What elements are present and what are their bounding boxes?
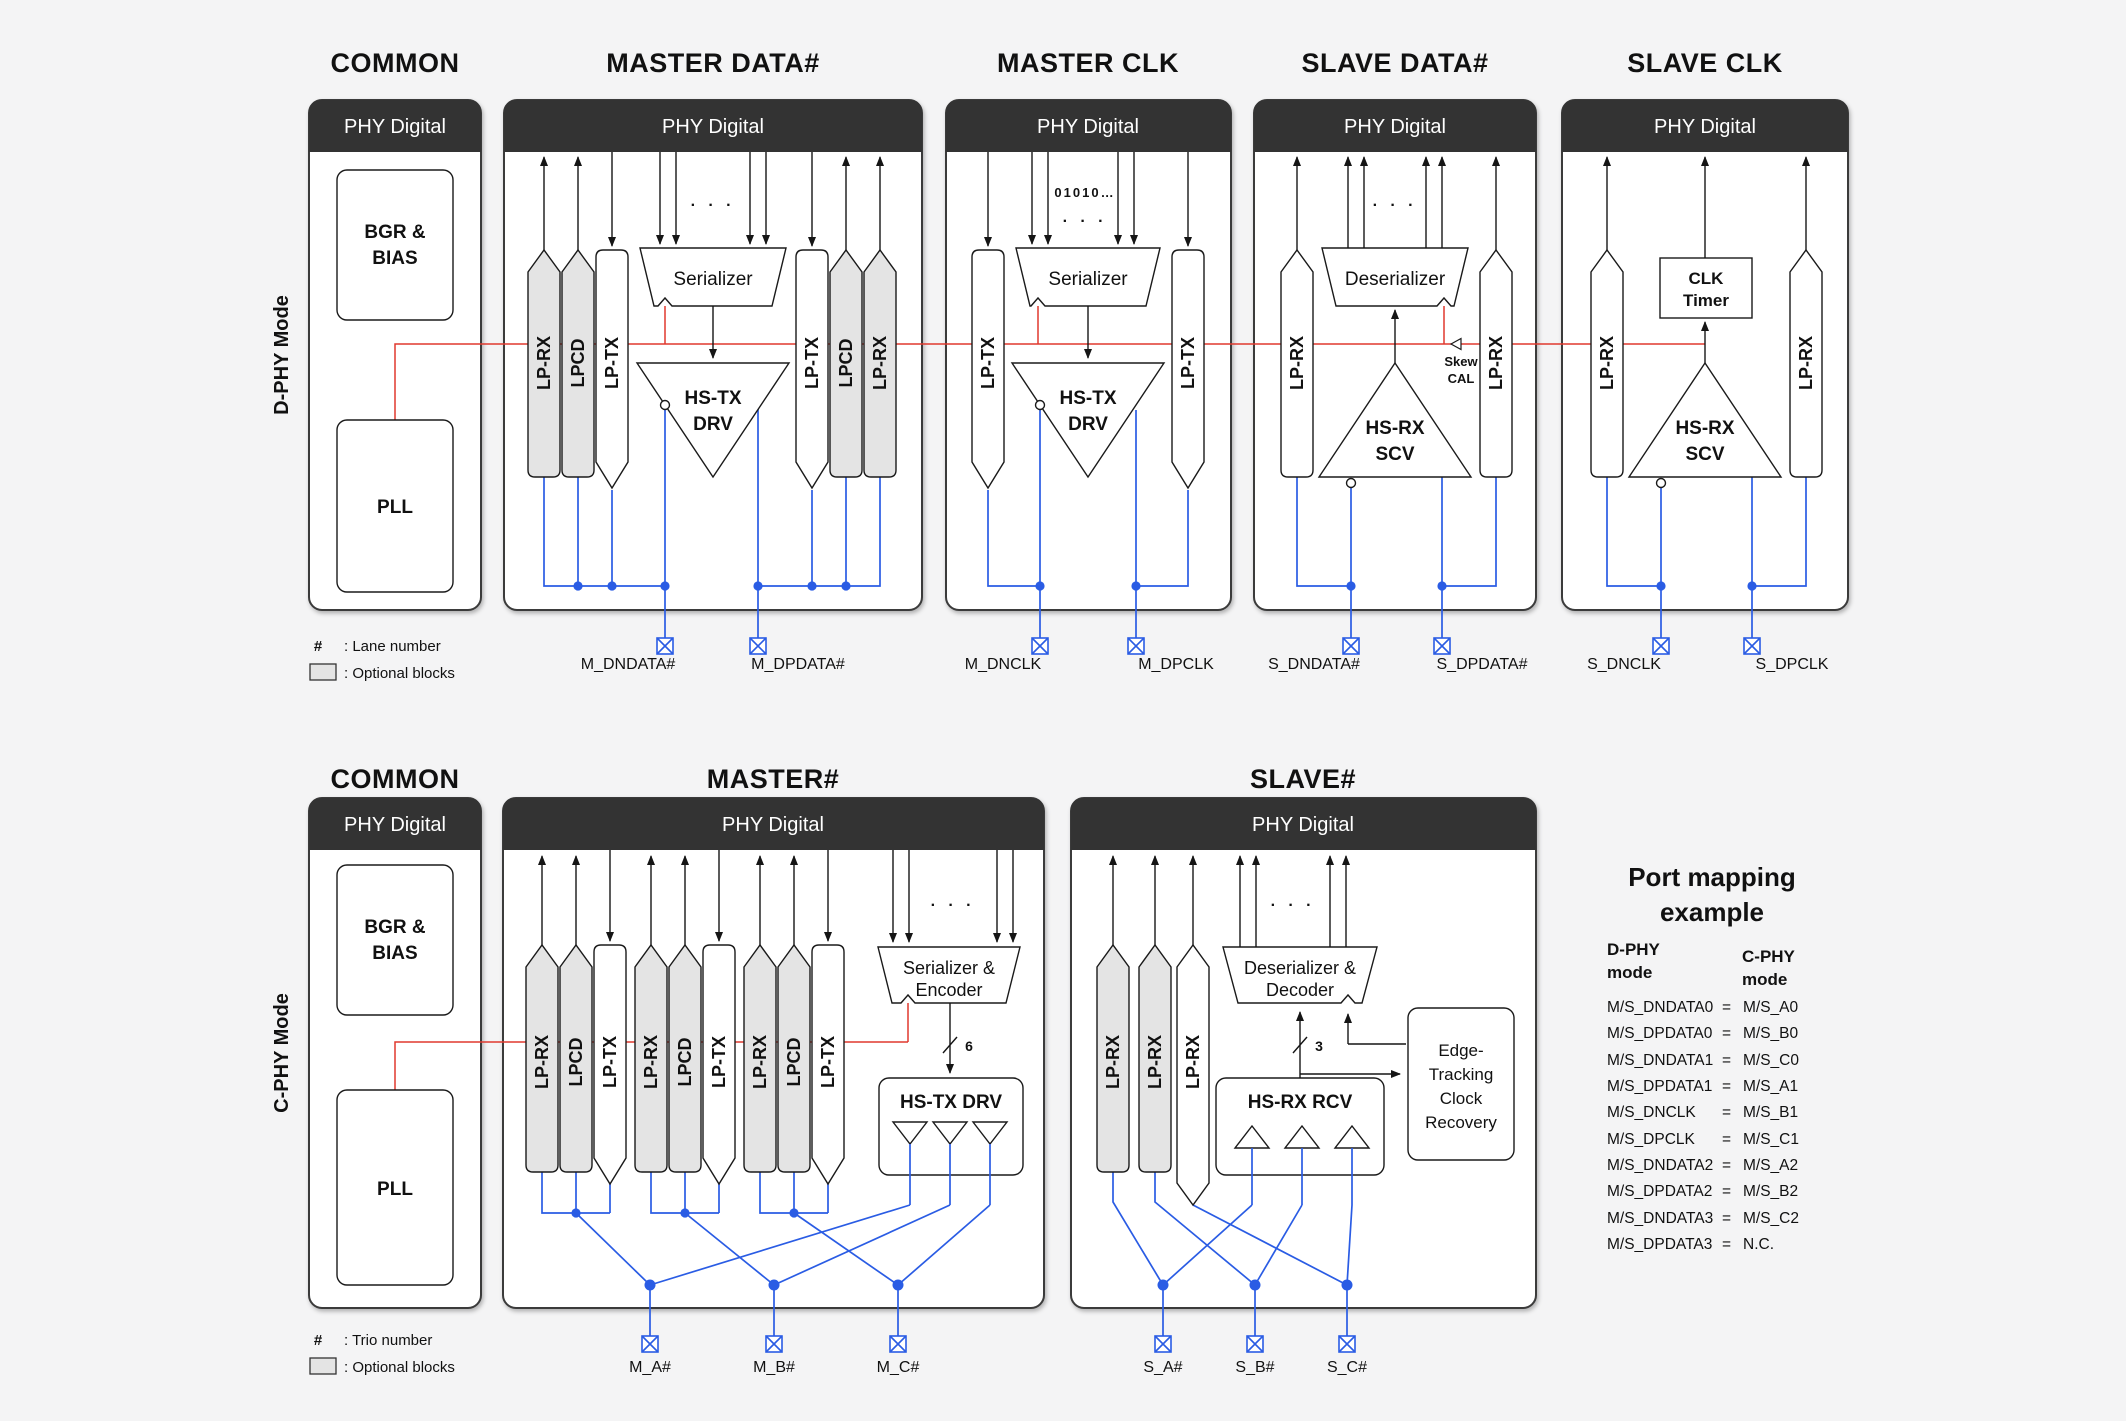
- svg-text:=: =: [1722, 1157, 1732, 1174]
- clk-timer-label: Timer: [1683, 291, 1729, 310]
- header-label: PHY Digital: [344, 814, 446, 836]
- pad-m-a: [642, 1336, 658, 1352]
- pill-label: LPCD: [568, 338, 588, 388]
- pill-label: LP-TX: [978, 337, 998, 389]
- column-title-common-cphy: COMMON: [330, 764, 460, 794]
- legend-trio-number: : Trio number: [344, 1332, 433, 1349]
- pad-m-dndata: [657, 638, 673, 654]
- column-title-slave-data: SLAVE DATA#: [1301, 48, 1489, 78]
- column-title-slave-cphy: SLAVE#: [1249, 764, 1357, 794]
- pill-label: LP-TX: [600, 1036, 620, 1088]
- port-label-m-dndata: M_DNDATA#: [580, 656, 676, 673]
- svg-text:M/S_DNDATA2: M/S_DNDATA2: [1607, 1157, 1714, 1174]
- svg-text:=: =: [1722, 1052, 1732, 1069]
- header-label: PHY Digital: [722, 814, 824, 836]
- port-label-m-dpdata: M_DPDATA#: [751, 656, 845, 673]
- pll-label: PLL: [377, 497, 413, 518]
- ellipsis: · · ·: [1372, 197, 1418, 214]
- svg-text:=: =: [1722, 1183, 1732, 1200]
- serializer-encoder-label: Serializer &: [902, 958, 996, 978]
- ellipsis: · · ·: [930, 897, 976, 914]
- svg-text:=: =: [1722, 1078, 1732, 1095]
- ellipsis: · · ·: [690, 197, 736, 214]
- pill-label: LP-RX: [532, 1035, 552, 1089]
- edge-tracking-label: Edge-: [1438, 1041, 1484, 1060]
- pll-label: PLL: [377, 1179, 413, 1200]
- port-label-m-dpclk: M_DPCLK: [1138, 656, 1214, 673]
- serializer-label: Serializer: [673, 269, 753, 290]
- inverter-bubble: [1657, 479, 1666, 488]
- column-title-master-cphy: MASTER#: [706, 764, 840, 794]
- port-mapping-rows: [1607, 999, 1799, 1253]
- legend-hash: #: [313, 1332, 323, 1349]
- pad-s-b: [1247, 1336, 1263, 1352]
- deserializer-decoder-label: Decoder: [1265, 980, 1335, 1000]
- port-label-m-c: M_C#: [876, 1359, 920, 1376]
- header-label: PHY Digital: [1252, 814, 1354, 836]
- svg-text:=: =: [1722, 1104, 1732, 1121]
- serializer-encoder-label: Encoder: [915, 980, 983, 1000]
- bgr-bias-label: BIAS: [372, 248, 418, 269]
- port-label-s-a: S_A#: [1143, 1359, 1183, 1376]
- hs-rx-scv-label: HS-RX: [1365, 418, 1425, 439]
- inverter-bubble: [661, 401, 670, 410]
- pill-label: LP-TX: [709, 1036, 729, 1088]
- pad-m-dpclk: [1128, 638, 1144, 654]
- hs-tx-drv-label: HS-TX: [1059, 388, 1117, 409]
- hs-rx-scv-label: SCV: [1375, 444, 1415, 465]
- edge-tracking-label: Recovery: [1425, 1113, 1497, 1132]
- svg-text:M/S_A1: M/S_A1: [1743, 1078, 1799, 1095]
- pad-m-b: [766, 1336, 782, 1352]
- hs-rx-scv-label: SCV: [1685, 444, 1725, 465]
- pill-label: LP-TX: [1178, 337, 1198, 389]
- port-mapping-title: Port mapping: [1628, 862, 1796, 892]
- ellipsis: · · ·: [1270, 897, 1316, 914]
- inverter-bubble: [1347, 479, 1356, 488]
- bgr-bias-label: BGR &: [364, 917, 426, 938]
- pill-label: LP-TX: [818, 1036, 838, 1088]
- svg-text:=: =: [1722, 1236, 1732, 1253]
- skew-cal-label: Skew: [1444, 354, 1478, 369]
- pad-s-dndata: [1343, 638, 1359, 654]
- pill-label: LP-RX: [1103, 1035, 1123, 1089]
- port-label-s-dndata: S_DNDATA#: [1268, 656, 1360, 673]
- port-label-m-b: M_B#: [753, 1359, 795, 1376]
- port-label-s-b: S_B#: [1235, 1359, 1275, 1376]
- svg-text:M/S_B0: M/S_B0: [1743, 1025, 1799, 1042]
- port-label-s-dpclk: S_DPCLK: [1755, 656, 1829, 673]
- svg-text:M/S_B1: M/S_B1: [1743, 1104, 1799, 1121]
- skew-cal-label: CAL: [1447, 371, 1475, 386]
- legend-optional-blocks: : Optional blocks: [344, 1359, 455, 1376]
- pad-s-c: [1339, 1336, 1355, 1352]
- legend-optional-blocks: : Optional blocks: [344, 665, 455, 682]
- pill-label: LPCD: [836, 338, 856, 388]
- svg-text:=: =: [1722, 1131, 1732, 1148]
- inverter-bubble: [1036, 401, 1045, 410]
- port-label-s-dnclk: S_DNCLK: [1587, 656, 1661, 673]
- pill-label: LPCD: [784, 1037, 804, 1087]
- column-title-common: COMMON: [330, 48, 460, 78]
- svg-text:M/S_C1: M/S_C1: [1743, 1131, 1799, 1148]
- pad-s-dpdata: [1434, 638, 1450, 654]
- pad-s-a: [1155, 1336, 1171, 1352]
- hs-tx-drv-label: HS-TX: [684, 388, 742, 409]
- header-label: PHY Digital: [1037, 116, 1139, 138]
- bus-width-3: 3: [1315, 1038, 1323, 1054]
- legend-optional-swatch: [310, 664, 336, 680]
- pill-label: LPCD: [675, 1037, 695, 1087]
- pad-s-dpclk: [1744, 638, 1760, 654]
- mode-label-cphy: C-PHY Mode: [271, 993, 293, 1113]
- pill-label: LP-TX: [802, 337, 822, 389]
- hs-rx-rcv-box-label: HS-RX RCV: [1247, 1092, 1353, 1113]
- bitstream-label: 01010…: [1054, 185, 1116, 200]
- header-label: PHY Digital: [344, 116, 446, 138]
- pill-label: LP-RX: [1597, 336, 1617, 390]
- svg-text:M/S_DNDATA0: M/S_DNDATA0: [1607, 999, 1714, 1016]
- pill-label: LP-RX: [641, 1035, 661, 1089]
- port-mapping-col1-header: D-PHY: [1607, 940, 1660, 959]
- hs-rx-scv-label: HS-RX: [1675, 418, 1735, 439]
- bgr-bias-box-cphy: [337, 865, 453, 1015]
- svg-text:M/S_DPCLK: M/S_DPCLK: [1607, 1131, 1695, 1148]
- pad-m-dnclk: [1032, 638, 1048, 654]
- pad-s-dnclk: [1653, 638, 1669, 654]
- clk-timer-label: CLK: [1688, 269, 1724, 288]
- svg-text:M/S_DPDATA3: M/S_DPDATA3: [1607, 1236, 1713, 1253]
- hs-tx-drv-box-label: HS-TX DRV: [899, 1092, 1003, 1113]
- port-label-m-dnclk: M_DNCLK: [964, 656, 1042, 673]
- port-label-s-dpdata: S_DPDATA#: [1436, 656, 1528, 673]
- port-mapping-col2-header: mode: [1742, 970, 1788, 989]
- pill-label: LP-RX: [1486, 336, 1506, 390]
- legend-lane-number: : Lane number: [344, 638, 441, 655]
- pill-label: LP-RX: [1145, 1035, 1165, 1089]
- svg-text:M/S_DNDATA1: M/S_DNDATA1: [1607, 1052, 1714, 1069]
- svg-text:M/S_DPDATA0: M/S_DPDATA0: [1607, 1025, 1713, 1042]
- svg-text:M/S_C0: M/S_C0: [1743, 1052, 1799, 1069]
- pad-m-dpdata: [750, 638, 766, 654]
- ellipsis: · · ·: [1062, 213, 1108, 230]
- bgr-bias-label: BGR &: [364, 222, 426, 243]
- svg-text:M/S_B2: M/S_B2: [1743, 1183, 1799, 1200]
- pill-label: LP-RX: [1287, 336, 1307, 390]
- edge-tracking-label: Tracking: [1428, 1065, 1494, 1084]
- pill-label: LP-RX: [1183, 1035, 1203, 1089]
- pad-m-c: [890, 1336, 906, 1352]
- edge-tracking-label: Clock: [1439, 1089, 1483, 1108]
- pill-label: LP-RX: [534, 336, 554, 390]
- svg-text:M/S_A2: M/S_A2: [1743, 1157, 1799, 1174]
- legend-hash: #: [313, 638, 323, 655]
- deserializer-decoder-label: Deserializer &: [1243, 958, 1357, 978]
- header-label: PHY Digital: [1654, 116, 1756, 138]
- deserializer-label: Deserializer: [1344, 269, 1446, 290]
- hs-tx-drv-label: DRV: [1068, 414, 1108, 435]
- pill-label: LP-RX: [870, 336, 890, 390]
- column-title-master-data: MASTER DATA#: [606, 48, 820, 78]
- svg-text:M/S_C2: M/S_C2: [1743, 1210, 1799, 1227]
- mode-label-dphy: D-PHY Mode: [271, 295, 293, 415]
- svg-text:M/S_DPDATA1: M/S_DPDATA1: [1607, 1078, 1713, 1095]
- pill-label: LPCD: [566, 1037, 586, 1087]
- svg-text:M/S_DNCLK: M/S_DNCLK: [1607, 1104, 1696, 1121]
- port-mapping-col2-header: C-PHY: [1742, 947, 1795, 966]
- port-mapping-table: [1607, 862, 1799, 1253]
- edge-tracking-box: [1408, 1008, 1514, 1160]
- bus-width-6: 6: [965, 1038, 973, 1054]
- svg-text:=: =: [1722, 1025, 1732, 1042]
- svg-text:=: =: [1722, 999, 1732, 1016]
- svg-text:M/S_DNDATA3: M/S_DNDATA3: [1607, 1210, 1714, 1227]
- pill-label: LP-TX: [602, 337, 622, 389]
- pill-label: LP-RX: [750, 1035, 770, 1089]
- svg-text:N.C.: N.C.: [1743, 1236, 1774, 1253]
- serializer-label: Serializer: [1048, 269, 1128, 290]
- column-title-slave-clk: SLAVE CLK: [1627, 48, 1783, 78]
- port-mapping-col1-header: mode: [1607, 963, 1653, 982]
- pill-label: LP-RX: [1796, 336, 1816, 390]
- port-label-m-a: M_A#: [629, 1359, 671, 1376]
- hs-tx-drv-label: DRV: [693, 414, 733, 435]
- header-label: PHY Digital: [1344, 116, 1446, 138]
- svg-text:M/S_A0: M/S_A0: [1743, 999, 1799, 1016]
- port-mapping-title: example: [1659, 897, 1765, 927]
- port-label-s-c: S_C#: [1326, 1359, 1368, 1376]
- svg-text:=: =: [1722, 1210, 1732, 1227]
- legend-optional-swatch: [310, 1358, 336, 1374]
- bgr-bias-label: BIAS: [372, 943, 418, 964]
- header-label: PHY Digital: [662, 116, 764, 138]
- bgr-bias-box-dphy: [337, 170, 453, 320]
- column-title-master-clk: MASTER CLK: [997, 48, 1179, 78]
- svg-text:M/S_DPDATA2: M/S_DPDATA2: [1607, 1183, 1713, 1200]
